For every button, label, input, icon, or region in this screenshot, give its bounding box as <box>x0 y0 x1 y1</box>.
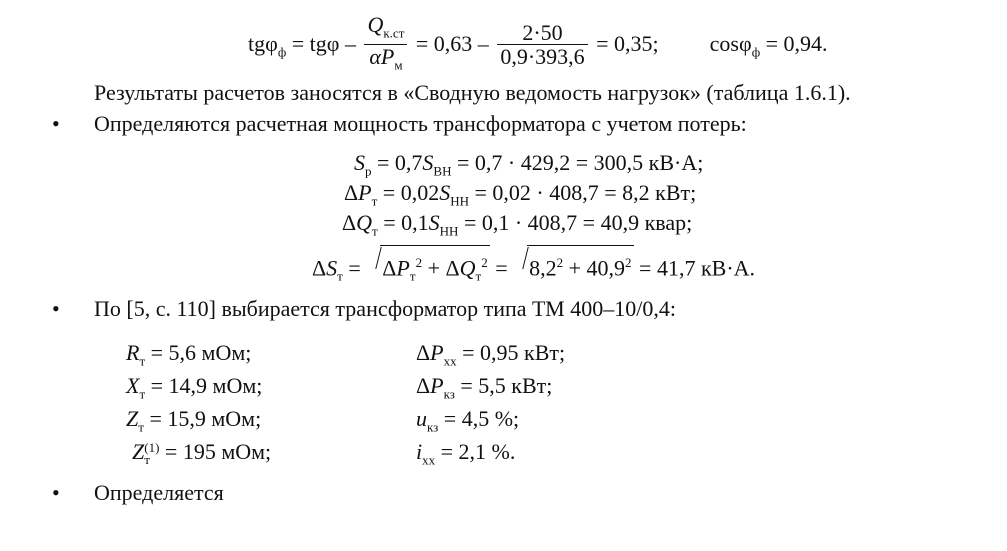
ds-var: S <box>326 255 338 281</box>
bullet-marker: • <box>52 480 60 505</box>
eq3: = 0,35; <box>596 30 659 56</box>
dp-sub2: НН <box>450 193 469 209</box>
param-ixx <box>416 439 565 475</box>
dq-sub: т <box>372 223 378 239</box>
dq-pre: Δ <box>342 210 357 235</box>
rt-sub: т <box>139 353 146 369</box>
calc-ds <box>312 245 756 284</box>
rad2-a: 8,2 <box>529 255 557 281</box>
param-zt <box>126 406 271 439</box>
dq-var2: S <box>428 210 440 235</box>
ukz-rest: = 4,5 %; <box>438 406 520 431</box>
calc-dq <box>342 210 692 244</box>
ds-rest: = 41,7 кВ·А. <box>633 255 756 281</box>
zt1-sub: т <box>144 451 150 467</box>
dq-mid: = 0,1 <box>377 210 429 235</box>
rad1-delta: Δ <box>382 255 397 281</box>
pkz-rest: = 5,5 кВт; <box>454 373 553 398</box>
frac1-den-var: αP <box>369 44 395 70</box>
frac2-den: 0,9·393,6 <box>500 44 585 70</box>
sp-var: S <box>354 150 365 175</box>
fraction-q-over-p <box>364 14 407 78</box>
dp-sub: т <box>371 193 378 209</box>
zt-rest: = 15,9 мОм; <box>143 406 262 431</box>
pxx-rest: = 0,95 кВт; <box>456 340 566 365</box>
xt-sub: т <box>139 386 146 402</box>
rt-rest: = 5,6 мОм; <box>145 340 252 365</box>
rad1-p: P <box>396 255 410 281</box>
pkz-sub: кз <box>443 386 455 402</box>
dp-rest: = 0,02 · 408,7 = 8,2 кВт; <box>469 180 697 205</box>
rad1-plus: + Δ <box>422 255 460 281</box>
tg-sub: ф <box>277 44 287 60</box>
dq-var: Q <box>356 210 373 235</box>
tg-label: tgφ <box>248 30 278 56</box>
dq-sub2: НН <box>439 223 459 239</box>
rad1-qsub: т <box>475 268 482 284</box>
param-zt1 <box>126 439 271 475</box>
frac1-num-var: Q <box>367 12 384 37</box>
ds-pre: Δ <box>312 255 327 281</box>
pkz-var: P <box>430 373 444 398</box>
eq2: = 0,63 – <box>415 30 489 56</box>
rad1-psub: т <box>409 268 416 284</box>
sp-var2: S <box>422 150 434 175</box>
formula-tgphi <box>248 12 828 73</box>
param-pxx <box>416 340 565 373</box>
ds-sub: т <box>337 268 343 284</box>
sp-sub2: ВН <box>433 163 452 179</box>
ixx-sub: хх <box>422 452 436 468</box>
ixx-rest: = 2,1 %. <box>435 439 516 464</box>
dp-var: P <box>358 180 372 205</box>
params-left <box>126 340 271 475</box>
ukz-sub: кз <box>427 419 439 435</box>
pxx-var: P <box>430 340 444 365</box>
ds-eq: = <box>342 255 367 281</box>
pkz-pre: Δ <box>416 373 431 398</box>
dp-pre: Δ <box>344 180 359 205</box>
ixx-var: i <box>416 439 423 464</box>
cos-label: cosφ <box>709 30 752 56</box>
dp-mid: = 0,02 <box>377 180 440 205</box>
param-pkz <box>416 373 565 406</box>
frac1-den-sub: м <box>394 57 403 73</box>
zt1-var: Z <box>132 439 145 464</box>
eq1: = tgφ – <box>291 30 356 56</box>
rt-var: R <box>126 340 140 365</box>
param-rt <box>126 340 271 373</box>
fraction-numeric <box>497 22 587 69</box>
zt-sub: т <box>138 419 144 435</box>
bullet-marker: • <box>52 111 60 136</box>
rad1-psup: 2 <box>415 255 423 270</box>
ukz-var: u <box>416 406 427 431</box>
zt1-rest: = 195 мОм; <box>159 439 272 464</box>
xt-var: X <box>126 373 140 398</box>
sp-mid: = 0,7 <box>371 150 423 175</box>
bullet-text-power: Определяются расчетная мощность трансформатора с учетом потерь: <box>94 111 747 136</box>
bullet-text-transformer: По [5, с. 110] выбирается трансформатор типа ТМ 400–10/0,4: <box>94 296 676 321</box>
frac1-num-sub: к.ст <box>383 25 405 41</box>
bullet-marker: • <box>52 296 60 321</box>
paragraph-results: Результаты расчетов заносятся в «Сводную ведомость нагрузок» (таблица 1.6.1). <box>94 80 851 105</box>
rad2-bsup: 2 <box>625 255 632 270</box>
pxx-sub: хх <box>443 353 457 369</box>
sp-sub: р <box>365 163 372 179</box>
sqrt-symbolic <box>366 245 489 294</box>
params-right <box>416 340 565 475</box>
xt-rest: = 14,9 мОм; <box>145 373 263 398</box>
rad1-qsup: 2 <box>481 255 488 270</box>
dp-var2: S <box>439 180 451 205</box>
frac2-num: 2·50 <box>497 22 587 45</box>
rad1-q: Q <box>459 255 476 281</box>
bullet-text-determined: Определяется <box>94 480 224 505</box>
sp-rest: = 0,7 · 429,2 = 300,5 кВ·А; <box>451 150 704 175</box>
zt-var: Z <box>126 406 139 431</box>
rad2-asup: 2 <box>556 255 564 270</box>
ds-eq2: = <box>489 255 514 281</box>
cos-value: = 0,94. <box>765 30 828 56</box>
pxx-pre: Δ <box>416 340 431 365</box>
param-xt <box>126 373 271 406</box>
rad2-plus: + 40,9 <box>563 255 626 281</box>
sqrt-numeric <box>513 245 633 285</box>
dq-rest: = 0,1 · 408,7 = 40,9 квар; <box>458 210 693 235</box>
param-ukz <box>416 406 565 439</box>
zt1-sup: (1) <box>144 439 160 455</box>
cos-sub: ф <box>751 44 761 60</box>
